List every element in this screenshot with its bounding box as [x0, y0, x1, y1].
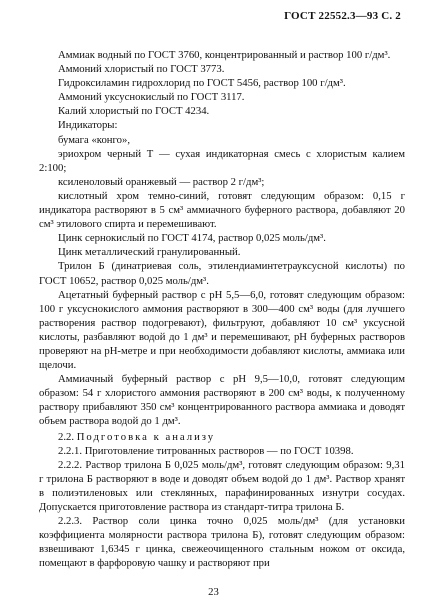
section-heading — [39, 430, 405, 444]
paragraph-eriochrome: эриохром черный Т — сухая индикаторная смесь с хлористым калием 2:100; — [39, 147, 405, 174]
paragraph-ammonium-acetate: Аммоний уксуснокислый по ГОСТ 3117. — [58, 91, 245, 104]
paragraph-xylenol-orange: ксиленоловый оранжевый — раствор 2 г/дм³; — [58, 175, 265, 188]
paragraph-2-2-1: 2.2.1. Приготовление титрованных растворов — по ГОСТ 10398. — [58, 444, 354, 457]
paragraph-ammonium-chloride: Аммоний хлористый по ГОСТ 3773. — [58, 63, 225, 76]
paragraph-zinc-sulfate: Цинк сернокислый по ГОСТ 4174, раствор 0,025 моль/дм³. — [58, 232, 326, 245]
paragraph-ammonia-buffer: Аммиачный буферный раствор с pH 9,5—10,0, готовят следующим образом: 54 г хлористого аммония растворяют в 200 см³ воды, к полученному раствору прибавляют 350 см³ концентрированного раствора аммиака и доводят объем раствора водой до 1 дм³. — [39, 373, 405, 428]
section-title: Подготовка к анализу — [76, 430, 216, 443]
paragraph-acid-chrome: кислотный хром темно-синий, готовят следующим образом: 0,15 г индикатора растворяют в 5 см³ аммиачного буферного раствора, добавляют 20 см³ этилового спирта и перемешивают. — [39, 189, 405, 231]
page-body — [39, 48, 405, 570]
page-number: 23 — [208, 586, 219, 598]
section-number: 2.2. — [58, 430, 75, 443]
paragraph-zinc-metal: Цинк металлический гранулированный. — [58, 246, 241, 259]
paragraph-indicators: Индикаторы: — [58, 119, 118, 132]
paragraph-potassium-chloride: Калий хлористый по ГОСТ 4234. — [58, 105, 210, 118]
paragraph-congo-paper: бумага «конго», — [58, 133, 130, 146]
paragraph-hydroxylamine: Гидроксиламин гидрохлорид по ГОСТ 5456, раствор 100 г/дм³. — [58, 77, 346, 90]
paragraph-acetate-buffer: Ацетатный буферный раствор с pH 5,5—6,0, готовят следующим образом: 100 г уксуснокислого аммония растворяют в 300—400 см³ воды (для лучшего растворения раствор подогревают), фильтруют, добавляют 10 см³ уксусной кислоты, разбавляют водой до 1 дм³ и перемешивают, pH буферных растворов проверяют на pH-метре и при необходимости добавляют кислоты, аммиака или щелочи. — [39, 288, 405, 372]
page-header: ГОСТ 22552.3—93 С. 2 — [284, 10, 401, 22]
paragraph-ammonia: Аммиак водный по ГОСТ 3760, концентрированный и раствор 100 г/дм³. — [58, 49, 391, 61]
paragraph-2-2-2: 2.2.2. Раствор трилона Б 0,025 моль/дм³, готовят следующим образом: 9,31 г трилона Б растворяют в воде и доводят объем водой до 1 дм³. Раствор хранят в полиэтиленовых или стеклянных, парафинированных изнутри сосудах. Допускается приготовление раствора из стандарт-титра трилона Б. — [39, 458, 405, 513]
paragraph-2-2-3: 2.2.3. Раствор соли цинка точно 0,025 моль/дм³ (для установки коэффициента молярности раствора трилона Б), готовят следующим образом: взвешивают 1,6345 г цинка, свежеочищенного стальным ножом от оксида, помещают в фарфоровую чашку и растворяют при — [39, 515, 405, 570]
paragraph-trilon-b: Трилон Б (динатриевая соль, этилендиаминтетрауксусной кислоты) по ГОСТ 10652, раствор 0,025 моль/дм³. — [39, 260, 405, 287]
